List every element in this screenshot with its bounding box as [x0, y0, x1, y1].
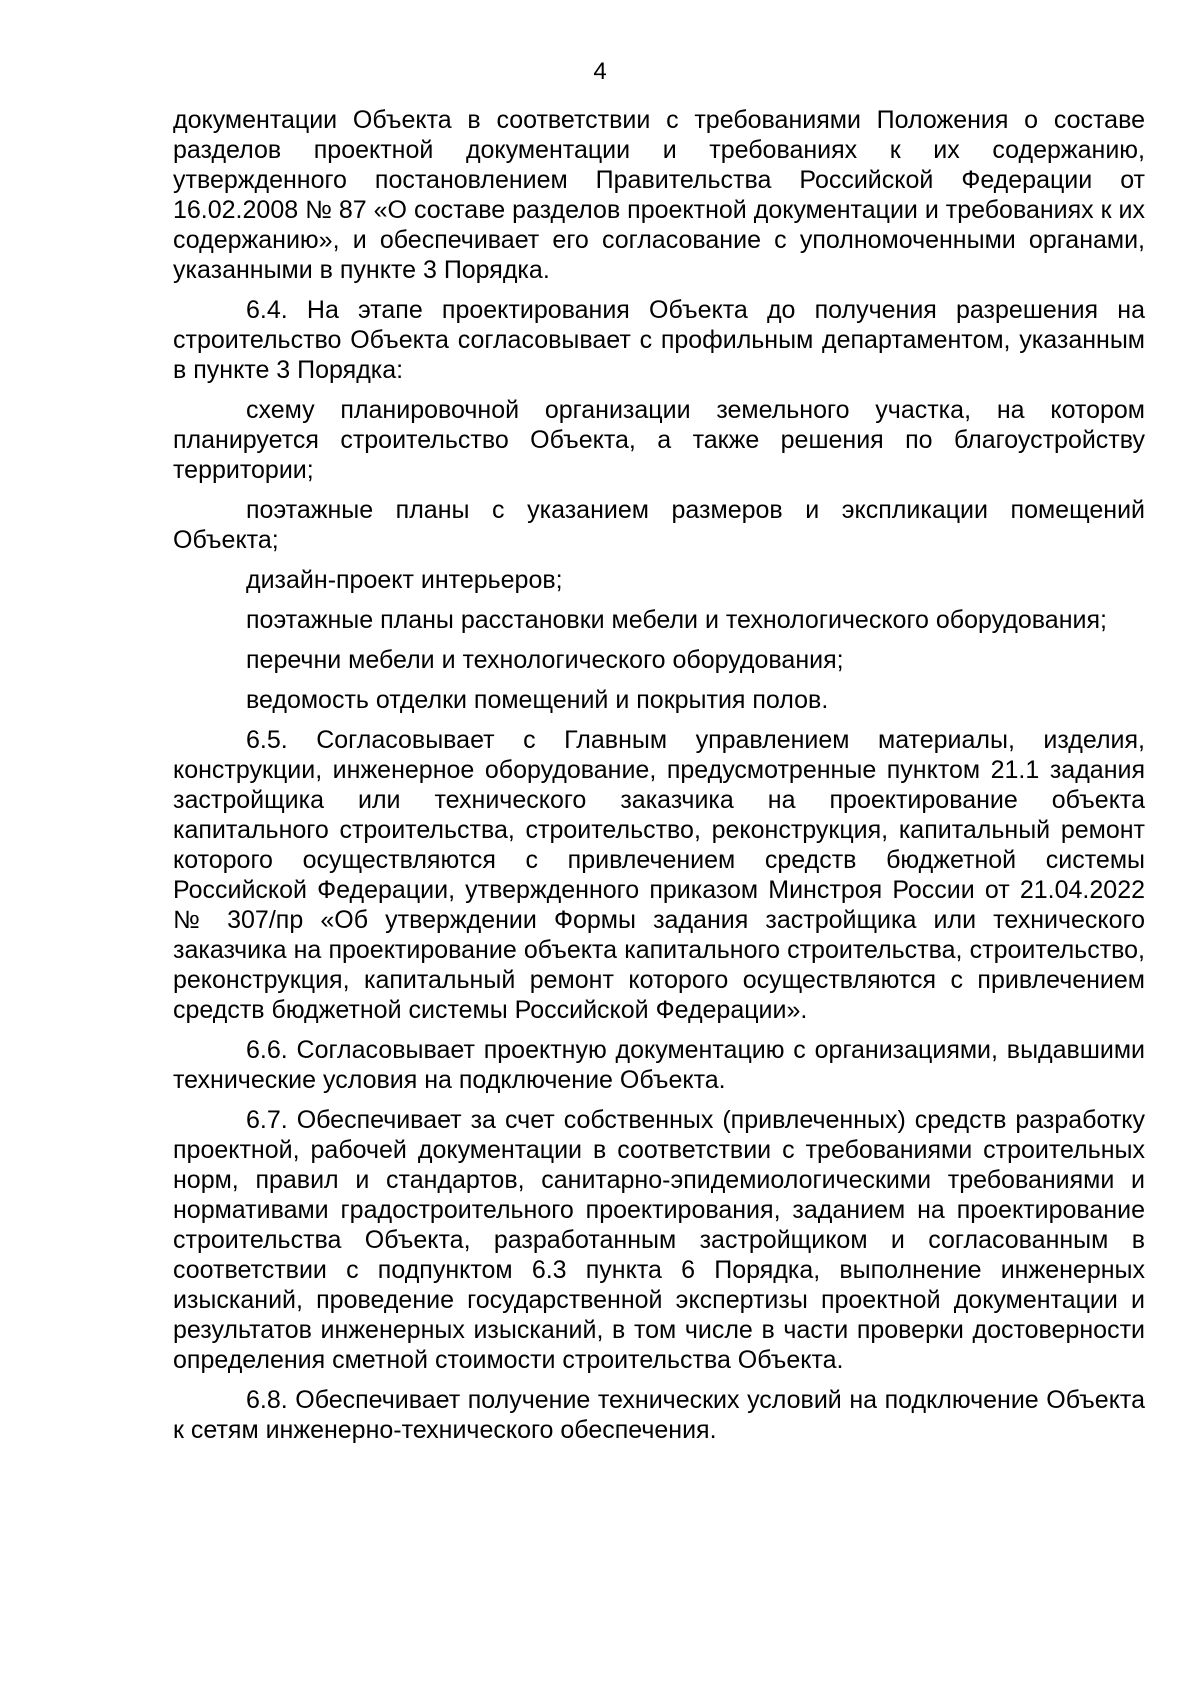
- list-item-site-plan: схему планировочной организации земельного участка, на котором планируется строительство Объекта, а также решения по благоустройству территории;: [173, 396, 1145, 484]
- document-body: [173, 105, 1145, 1455]
- list-item-interior-design: дизайн-проект интерьеров;: [246, 566, 563, 594]
- page-number: 4: [593, 58, 607, 85]
- paragraph-6-5: 6.5. Согласовывает с Главным управлением материалы, изделия, конструкции, инженерное оборудование, предусмотренные пунктом 21.1 задания застройщика или технического заказчика на проектирование объекта капитального строительства, строительство, реконструкция, капитальный ремонт которого осуществляются с привлечением средств бюджетной системы Российской Федерации, утвержденного приказом Минстроя России от 21.04.2022 № 307/пр «Об утверждении Формы задания застройщика или технического заказчика на проектирование объекта капитального строительства, строительство, реконструкция, капитальный ремонт которого осуществляются с привлечением средств бюджетной системы Российской Федерации».: [173, 726, 1145, 1024]
- paragraph-6-8: 6.8. Обеспечивает получение технических условий на подключение Объекта к сетям инженерно-технического обеспечения.: [173, 1386, 1145, 1444]
- list-item-finishing-statement: ведомость отделки помещений и покрытия полов.: [246, 686, 829, 714]
- paragraph-6-6: 6.6. Согласовывает проектную документацию с организациями, выдавшими технические условия на подключение Объекта.: [173, 1036, 1145, 1094]
- list-item-furniture-layout: поэтажные планы расстановки мебели и технологического оборудования;: [246, 606, 1107, 634]
- paragraph-6-7: 6.7. Обеспечивает за счет собственных (привлеченных) средств разработку проектной, рабочей документации в соответствии с требованиями строительных норм, правил и стандартов, санитарно-эпидемиологическими требованиями и нормативами градостроительного проектирования, заданием на проектирование строительства Объекта, разработанным застройщиком и согласованным в соответствии с подпунктом 6.3 пункта 6 Порядка, выполнение инженерных изысканий, проведение государственной экспертизы проектной документации и результатов инженерных изысканий, в том числе в части проверки достоверности определения сметной стоимости строительства Объекта.: [173, 1106, 1145, 1374]
- paragraph-6-4: 6.4. На этапе проектирования Объекта до получения разрешения на строительство Объекта согласовывает с профильным департаментом, указанным в пункте 3 Порядка:: [173, 296, 1145, 384]
- list-item-floor-plans: поэтажные планы с указанием размеров и экспликации помещений Объекта;: [173, 496, 1145, 554]
- list-item-equipment-lists: перечни мебели и технологического оборудования;: [246, 646, 844, 674]
- paragraph-continuation: документации Объекта в соответствии с требованиями Положения о составе разделов проектной документации и требованиях к их содержанию, утвержденного постановлением Правительства Российской Федерации от 16.02.2008 № 87 «О составе разделов проектной документации и требованиях к их содержанию», и обеспечивает его согласование с уполномоченными органами, указанными в пункте 3 Порядка.: [173, 106, 1145, 284]
